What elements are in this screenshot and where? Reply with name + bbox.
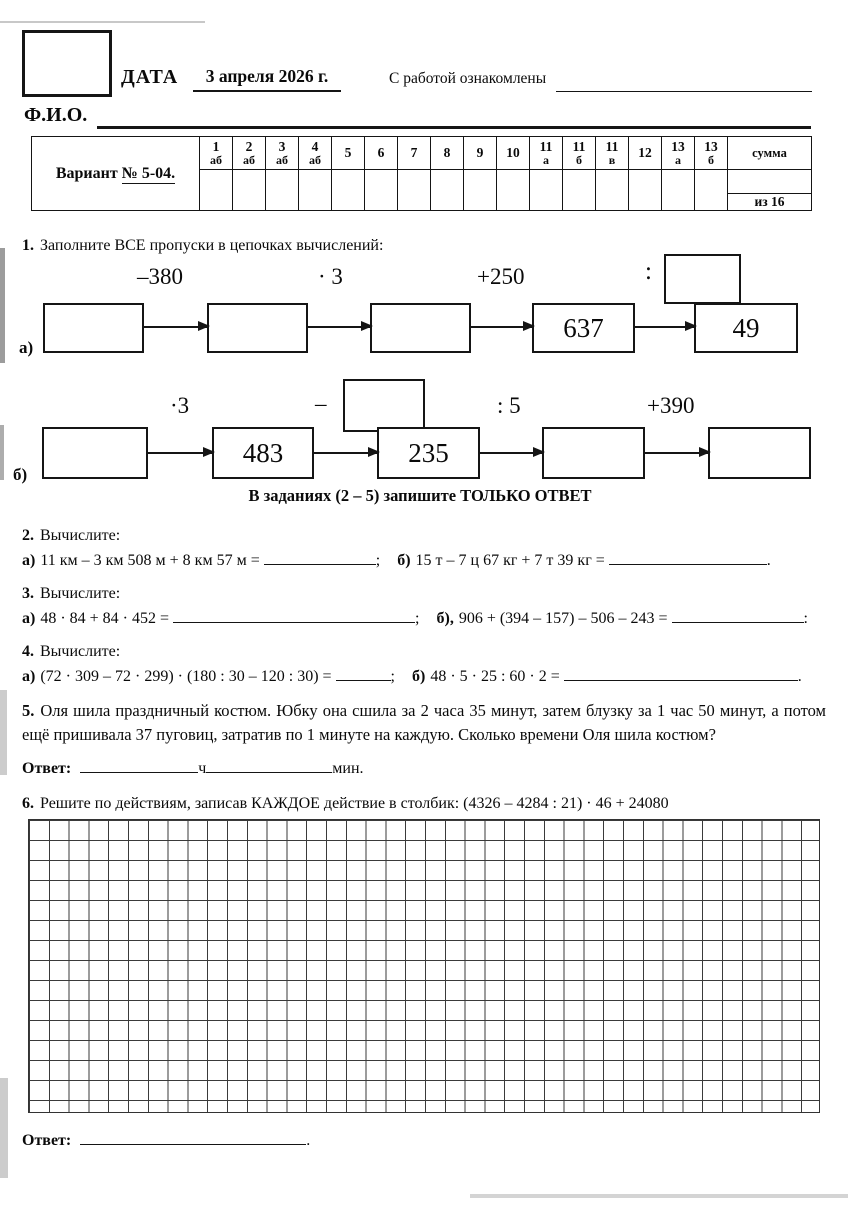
score-table <box>31 136 812 211</box>
arrow-right-icon <box>635 326 694 328</box>
score-cell <box>233 170 266 211</box>
task3-line: а) 48 · 84 + 84 · 452 = ; б), 906 + (394 – 157) – 506 – 243 = : <box>22 610 808 627</box>
chain-b-box-3: 235 <box>377 427 480 479</box>
score-col-header: 11 б <box>563 137 596 170</box>
score-col-header: 11 а <box>530 137 563 170</box>
task5-answer-line <box>22 758 364 778</box>
score-cell <box>596 170 629 211</box>
arrow-right-icon <box>144 326 207 328</box>
score-cell <box>200 170 233 211</box>
score-cell <box>530 170 563 211</box>
score-col-header: 13 б <box>695 137 728 170</box>
task3-title: 3. Вычислите: <box>22 585 121 602</box>
score-col-header: 13 а <box>662 137 695 170</box>
score-col-header: 3 аб <box>266 137 299 170</box>
scan-artifact <box>0 1078 8 1178</box>
task6-answer-label: Ответ: <box>22 1132 72 1149</box>
chain-b <box>0 373 848 488</box>
chain-b-op-divide5: : 5 <box>497 393 521 418</box>
date-value: 3 апреля 2026 г. <box>193 66 341 92</box>
task5-answer-label: Ответ: <box>22 760 72 777</box>
task3b-label: б), <box>436 610 454 627</box>
task4a-answer-blank <box>336 666 391 681</box>
chain-a-op-minus380: –380 <box>137 264 183 289</box>
chain-b-box-2: 483 <box>212 427 314 479</box>
chain-a-label: а) <box>19 338 34 357</box>
hours-unit: ч <box>198 760 207 777</box>
chain-b-op-plus390: +390 <box>647 393 695 418</box>
score-col-header: 11 в <box>596 137 629 170</box>
acknowledged-label: С работой ознакомлены <box>389 70 547 87</box>
task2a-answer-blank <box>264 550 376 565</box>
score-col-header: 10 <box>497 137 530 170</box>
score-cell <box>398 170 431 211</box>
scan-artifact <box>470 1194 848 1198</box>
sum-header: сумма <box>728 137 812 170</box>
chain-a-box-2 <box>207 303 308 353</box>
scan-artifact <box>0 690 7 775</box>
arrow-right-icon <box>148 452 212 454</box>
variant-cell <box>32 137 200 211</box>
task5-minutes-blank <box>206 758 332 773</box>
chain-a-box-4: 637 <box>532 303 635 353</box>
chain-b-op-times3: ·3 <box>170 393 190 418</box>
chain-b-box-1 <box>42 427 148 479</box>
score-col-header: 5 <box>332 137 365 170</box>
score-col-header: 1 аб <box>200 137 233 170</box>
acknowledged-blank-line <box>556 91 812 92</box>
chain-a-box-1 <box>43 303 144 353</box>
score-cell <box>563 170 596 211</box>
sum-empty-cell <box>728 170 812 194</box>
chain-b-label: б) <box>13 465 28 484</box>
task4-title: 4. Вычислите: <box>22 643 121 660</box>
sum-total-cell: из 16 <box>728 194 812 211</box>
task2-line: а) 11 км – 3 км 508 м + 8 км 57 м = ; б) 15 т – 7 ц 67 кг + 7 т 39 кг = . <box>22 552 771 569</box>
score-col-header: 8 <box>431 137 464 170</box>
score-cell <box>266 170 299 211</box>
score-cell <box>365 170 398 211</box>
task6-answer-blank <box>80 1130 306 1145</box>
variant-label: Вариант <box>55 164 118 182</box>
chain-a-box-3 <box>370 303 471 353</box>
score-col-header: 9 <box>464 137 497 170</box>
minutes-unit: мин. <box>332 760 364 777</box>
arrow-right-icon <box>480 452 542 454</box>
score-cell <box>299 170 332 211</box>
task5-text: 5. Оля шила праздничный костюм. Юбку она сшила за 2 часа 35 минут, затем блузку за 1 час 50 минут, а потом ещё пришивала 37 пуговиц, затратив по 1 минуте на каждую. Сколько времени Оля шила костюм? <box>22 701 826 744</box>
chain-a-divisor-box <box>664 254 741 304</box>
task3a-label: а) <box>22 610 36 627</box>
task2b-answer-blank <box>609 550 767 565</box>
score-cell <box>464 170 497 211</box>
chain-a-op-plus250: +250 <box>477 264 525 289</box>
task1-title: 1. Заполните ВСЕ пропуски в цепочках вычислений: <box>22 237 384 254</box>
task5-hours-blank <box>80 758 198 773</box>
chain-a-op-times3: · 3 <box>318 264 343 289</box>
score-cell <box>332 170 365 211</box>
task2b-label: б) <box>397 552 411 569</box>
score-cell <box>497 170 530 211</box>
arrow-right-icon <box>471 326 532 328</box>
score-col-header: 12 <box>629 137 662 170</box>
task4b-answer-blank <box>564 666 798 681</box>
task1-number: 1. <box>22 237 34 254</box>
arrow-right-icon <box>314 452 377 454</box>
chain-a <box>0 252 848 367</box>
score-col-header: 6 <box>365 137 398 170</box>
working-grid <box>28 819 820 1113</box>
chain-a-op-divide: : <box>645 258 652 285</box>
score-col-header: 4 аб <box>299 137 332 170</box>
task3a-answer-blank <box>173 608 415 623</box>
score-col-header: 7 <box>398 137 431 170</box>
score-col-header: 2 аб <box>233 137 266 170</box>
variant-number: № 5-04. <box>121 164 176 182</box>
task6-answer-line: Ответ: . <box>22 1132 311 1149</box>
task2a-label: а) <box>22 552 36 569</box>
task4b-label: б) <box>412 668 426 685</box>
date-label: ДАТА <box>121 66 179 88</box>
fio-label: Ф.И.О. <box>24 104 88 126</box>
chain-b-box-4 <box>542 427 645 479</box>
score-cell <box>662 170 695 211</box>
task2-title: 2. Вычислите: <box>22 527 121 544</box>
task4-line: а) (72 · 309 – 72 · 299) · (180 : 30 – 120 : 30) = ; б) 48 · 5 · 25 : 60 · 2 = . <box>22 668 802 685</box>
arrow-right-icon <box>645 452 708 454</box>
score-cell <box>629 170 662 211</box>
task4a-label: а) <box>22 668 36 685</box>
fio-blank-line <box>97 126 811 129</box>
answer-only-note: В заданиях (2 – 5) запишите ТОЛЬКО ОТВЕТ <box>248 486 592 505</box>
arrow-right-icon <box>308 326 370 328</box>
chain-b-box-5 <box>708 427 811 479</box>
chain-b-subtrahend-box <box>343 379 425 432</box>
chain-a-box-5: 49 <box>694 303 798 353</box>
scan-artifact <box>0 21 205 23</box>
task3b-answer-blank <box>672 608 804 623</box>
score-cell <box>695 170 728 211</box>
task6-title: 6. Решите по действиям, записав КАЖДОЕ действие в столбик: (4326 – 4284 : 21) · 46 + 24080 <box>22 795 669 812</box>
score-cell <box>431 170 464 211</box>
grade-box <box>22 30 112 97</box>
chain-b-op-minus: – <box>315 391 327 416</box>
